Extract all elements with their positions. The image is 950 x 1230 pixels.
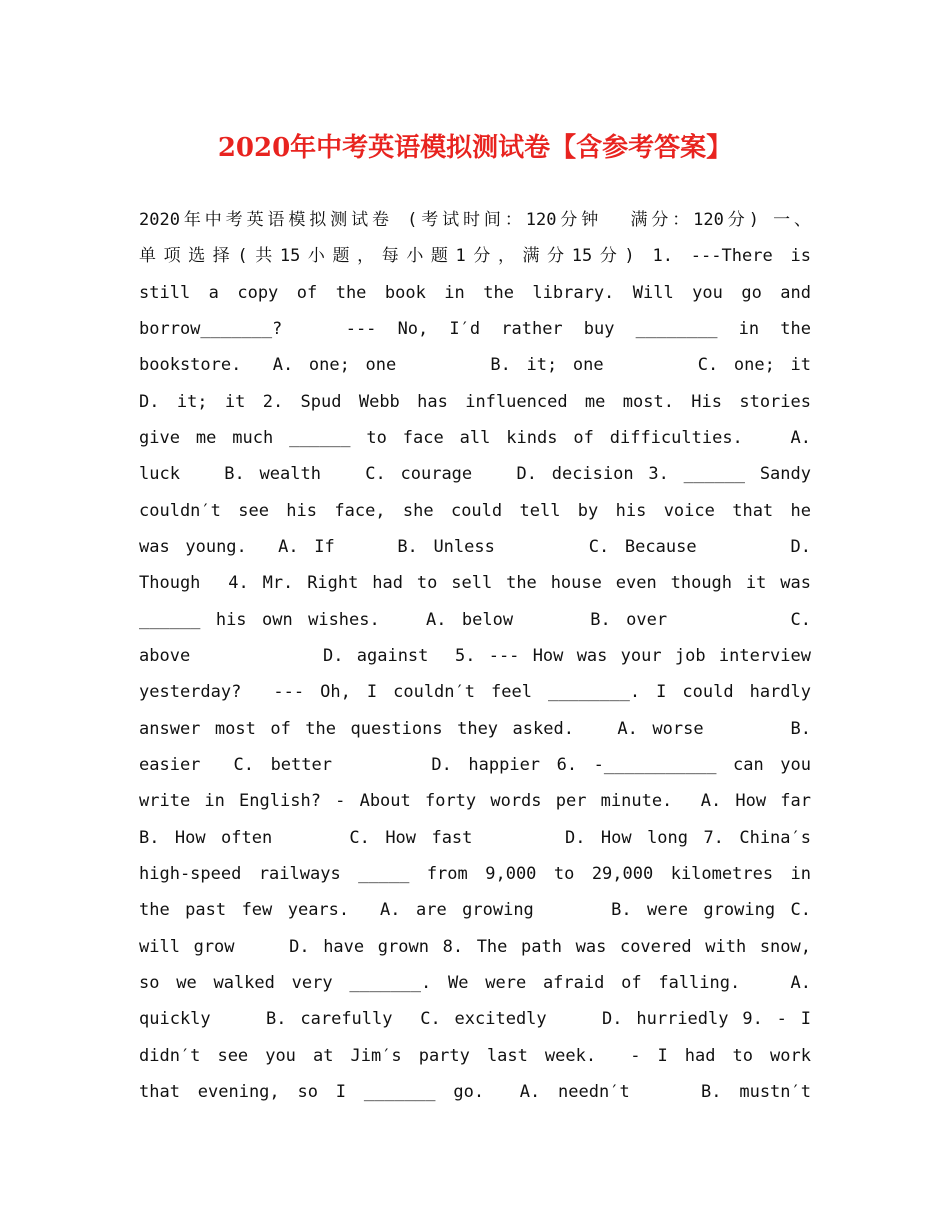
body-line: D. it; it 2. Spud Webb has influenced me most. His stories <box>139 391 811 412</box>
body-line: didn′t see you at Jim′s party last week. - I had to work <box>139 1045 811 1066</box>
document-title: 2020年中考英语模拟测试卷【含参考答案】 <box>217 133 733 163</box>
body-line: 单项选择(共15小题，每小题1分，满分15分) 1. ---There is <box>139 246 811 267</box>
body-line: 2020年中考英语模拟测试卷 (考试时间：120分钟 满分：120分) 一、 <box>139 210 811 230</box>
body-line: bookstore. A. one; one B. it; one C. one; it <box>139 355 811 376</box>
body-line: yesterday? --- Oh, I couldn′t feel ________. I could hardly <box>139 682 811 703</box>
body-line: high-speed railways _____ from 9,000 to 29,000 kilometres in <box>139 863 811 884</box>
body-line: still a copy of the book in the library. Will you go and <box>139 282 811 303</box>
body-line: B. How often C. How fast D. How long 7. China′s <box>139 827 811 848</box>
body-line: write in English? - About forty words per minute. A. How far <box>139 791 811 812</box>
body-line: luck B. wealth C. courage D. decision 3. ______ Sandy <box>139 464 811 485</box>
body-line: above D. against 5. --- How was your job interview <box>139 645 811 666</box>
body-line: was young. A. If B. Unless C. Because D. <box>139 536 811 557</box>
body-line: quickly B. carefully C. excitedly D. hurriedly 9. - I <box>139 1009 811 1030</box>
body-line: so we walked very _______. We were afraid of falling. A. <box>139 972 811 993</box>
body-line: ______ his own wishes. A. below B. over C. <box>139 609 811 630</box>
body-line: couldn′t see his face, she could tell by his voice that he <box>139 500 811 521</box>
body-line: answer most of the questions they asked. A. worse B. <box>139 718 811 739</box>
body-line: borrow_______? --- No, I′d rather buy ________ in the <box>139 318 811 339</box>
body-line: give me much ______ to face all kinds of difficulties. A. <box>139 427 811 448</box>
body-line: Though 4. Mr. Right had to sell the house even though it was <box>139 573 811 594</box>
body-line: that evening, so I _______ go. A. needn′t B. mustn′t <box>139 1081 811 1102</box>
body-line: will grow D. have grown 8. The path was covered with snow, <box>139 936 811 957</box>
body-line: the past few years. A. are growing B. were growing C. <box>139 900 811 921</box>
body-line: easier C. better D. happier 6. -___________ can you <box>139 754 811 775</box>
document-body <box>139 202 811 1110</box>
